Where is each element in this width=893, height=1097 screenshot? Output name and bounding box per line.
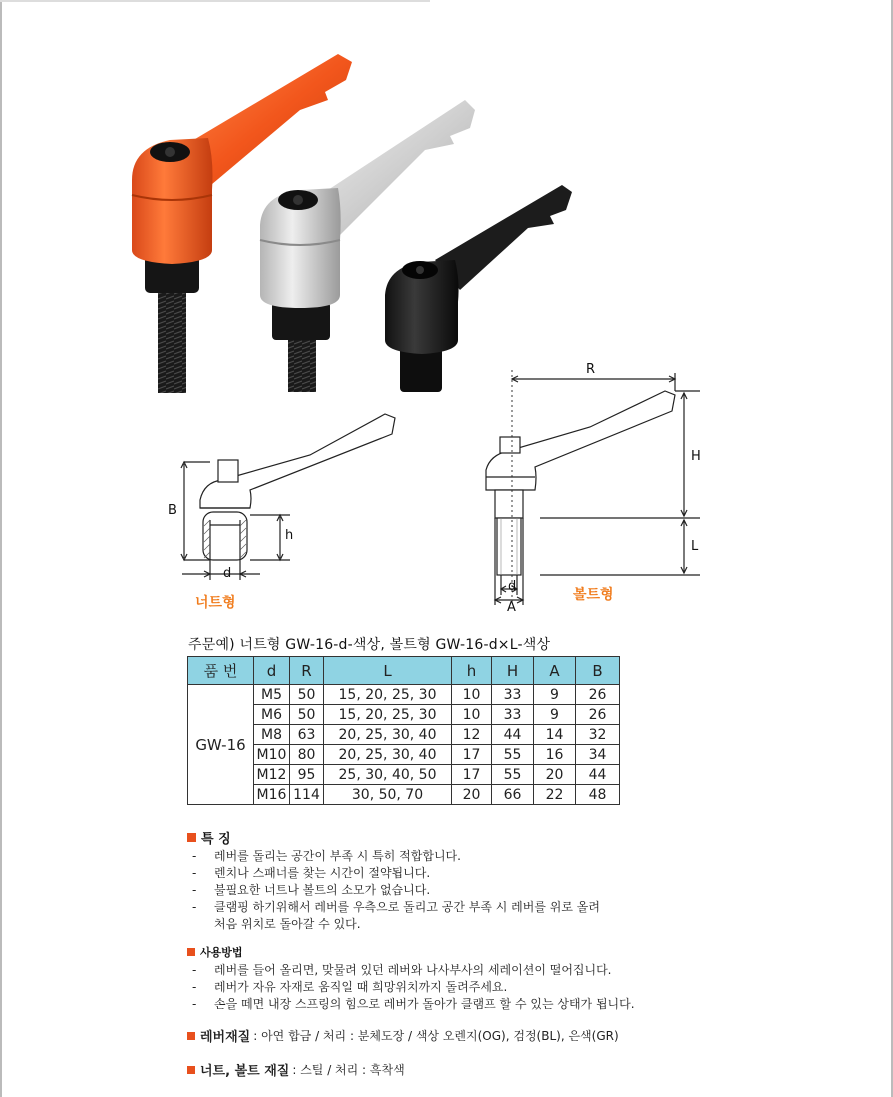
col-header-h: h [452,657,492,685]
dim-label-B: B [168,503,177,518]
table-cell: 10 [452,685,492,705]
features-heading [187,828,231,847]
table-cell: 25, 30, 40, 50 [324,765,452,785]
table-cell: 10 [452,705,492,725]
bullet-square-icon [187,948,195,956]
list-item: - 레버를 들어 올리면, 맞물려 있던 레버와 나사부사의 세레이션이 떨어집니다. [192,963,612,977]
table-cell: 17 [452,745,492,765]
table-cell: 20, 25, 30, 40 [324,725,452,745]
lever-material-text: : 아연 합금 / 처리 : 분체도장 / 색상 오렌지(OG), 검정(BL), 은색(GR) [253,1029,619,1043]
features-title: 특 징 [201,832,231,847]
table-cell: 44 [492,725,534,745]
bullet-square-icon [187,833,196,842]
list-item: - 레버를 돌리는 공간이 부족 시 특히 적합합니다. [192,849,461,863]
bolt-material-label: 너트, 볼트 재질 [200,1064,290,1079]
table-cell: 33 [492,705,534,725]
table-cell: 14 [534,725,576,745]
bolt-material [187,1060,405,1079]
list-item: - 레버가 자유 자재로 움직일 때 희망위치까지 돌려주세요. [192,980,508,994]
table-cell: 48 [576,785,620,805]
table-cell: 15, 20, 25, 30 [324,705,452,725]
list-item: - 렌치나 스패너를 찾는 시간이 절약됩니다. [192,866,431,880]
dim-label-H: H [691,449,701,464]
table-cell: 20, 25, 30, 40 [324,745,452,765]
table-cell: 44 [576,765,620,785]
table-cell: 22 [534,785,576,805]
col-header-B: B [576,657,620,685]
col-header-R: R [290,657,324,685]
list-item-continuation: 처음 위치로 돌아갈 수 있다. [214,917,361,931]
table-cell: M12 [254,765,290,785]
list-item: - 불필요한 너트나 볼트의 소모가 없습니다. [192,883,431,897]
usage-list [192,962,635,1013]
table-cell: M8 [254,725,290,745]
dim-label-bolt-d: d [508,579,517,594]
table-cell: 80 [290,745,324,765]
table-cell: 32 [576,725,620,745]
list-item: - 손을 떼면 내장 스프링의 힘으로 레버가 돌아가 클램프 할 수 있는 상태가 됩니다. [192,997,635,1011]
bullet-square-icon [187,1066,195,1074]
dim-label-d: d [223,566,232,581]
table-cell: 16 [534,745,576,765]
nut-type-label: 너트형 [195,595,236,611]
table-cell: 50 [290,705,324,725]
table-cell: M10 [254,745,290,765]
table-cell: 15, 20, 25, 30 [324,685,452,705]
table-cell: 55 [492,745,534,765]
col-header-H: H [492,657,534,685]
table-cell: 17 [452,765,492,785]
bolt-material-text: : 스틸 / 처리 : 흑착색 [292,1063,405,1077]
page-border-left [0,0,2,1097]
spec-table [187,656,620,805]
table-cell: 12 [452,725,492,745]
col-header-d: d [254,657,290,685]
table-cell: 30, 50, 70 [324,785,452,805]
table-cell: 34 [576,745,620,765]
part-number-cell: GW-16 [188,685,254,805]
col-header-L: L [324,657,452,685]
table-cell: 33 [492,685,534,705]
dim-label-h: h [285,528,294,543]
bolt-type-label: 볼트형 [573,587,614,603]
bullet-square-icon [187,1032,195,1040]
table-header-row [188,657,620,685]
lever-material-label: 레버재질 [200,1030,251,1045]
lever-material [187,1026,619,1045]
table-cell: 9 [534,705,576,725]
usage-title: 사용방법 [200,946,243,959]
table-cell: 26 [576,685,620,705]
dim-label-L: L [691,539,699,554]
table-cell: 66 [492,785,534,805]
dim-label-A: A [507,600,516,615]
table-cell: 20 [452,785,492,805]
table-cell: 20 [534,765,576,785]
order-example: 주문예) 너트형 GW-16-d-색상, 볼트형 GW-16-d×L-색상 [188,637,551,653]
dim-label-R: R [586,362,596,377]
table-cell: 9 [534,685,576,705]
usage-heading [187,944,243,960]
table-cell: M5 [254,685,290,705]
table-cell: 114 [290,785,324,805]
nut-type-diagram [160,400,420,620]
table-cell: 95 [290,765,324,785]
features-list [192,848,600,933]
col-header-A: A [534,657,576,685]
page-border-top [0,0,430,2]
col-header-part-no: 품 번 [188,657,254,685]
table-cell: 50 [290,685,324,705]
list-item: - 클램핑 하기위해서 레버를 우측으로 돌리고 공간 부족 시 레버를 위로 올려 [192,900,600,914]
table-cell: 26 [576,705,620,725]
table-cell: M16 [254,785,290,805]
table-cell: 55 [492,765,534,785]
table-cell: 63 [290,725,324,745]
table-row [188,685,620,705]
product-photo [110,40,610,400]
table-cell: M6 [254,705,290,725]
